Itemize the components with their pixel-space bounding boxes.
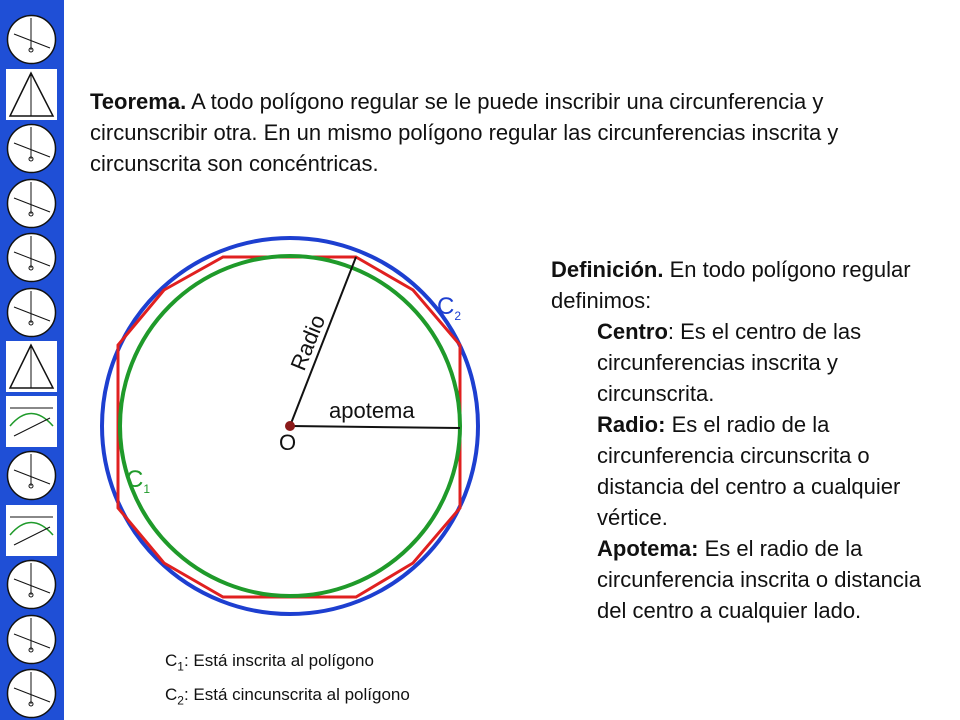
c2-letter: C <box>437 293 455 320</box>
c1-label <box>126 466 150 496</box>
legend-c1-sub: 1 <box>177 659 184 674</box>
c2-label <box>437 293 461 323</box>
center-label: O <box>279 430 297 455</box>
definition-text: Es el radio de la circunferencia inscrita o distancia del centro a cualquier lado. <box>597 536 922 623</box>
theorem-text: A todo polígono regular se le puede inscribir una circunferencia y circunscribir otra. En un mismo polígono regular las circunferencias inscrita y circunscrita son concéntricas. <box>90 89 839 176</box>
legend-c1-letter: C <box>165 651 178 670</box>
definition-term: Radio: <box>597 412 666 437</box>
theorem-title: Teorema. <box>90 89 187 114</box>
legend-c1-text: : Está inscrita al polígono <box>183 651 374 670</box>
legend-c1 <box>165 651 374 673</box>
definition-text: Es el radio de la circunferencia circunscrita o distancia del centro a cualquier vértice. <box>597 412 901 530</box>
definition-title: Definición. <box>551 257 664 282</box>
apothem-label: apotema <box>329 398 415 423</box>
definition-intro: En todo polígono regular definimos: <box>551 257 911 313</box>
definition-text: : Es el centro de las circunferencias inscrita y circunscrita. <box>597 319 862 406</box>
legend-c2-sub: 2 <box>177 693 184 708</box>
radius-label: Radio <box>285 311 331 374</box>
legend-c2 <box>165 685 410 707</box>
apothem-line <box>290 426 460 428</box>
c1-letter: C <box>126 466 144 493</box>
legend-c2-letter: C <box>165 685 178 704</box>
c2-sub: 2 <box>454 308 462 323</box>
c1-sub: 1 <box>143 481 151 496</box>
definition-term: Apotema: <box>597 536 699 561</box>
legend-c2-text: : Está cincunscrita al polígono <box>183 685 410 704</box>
definition-term: Centro <box>597 319 668 344</box>
